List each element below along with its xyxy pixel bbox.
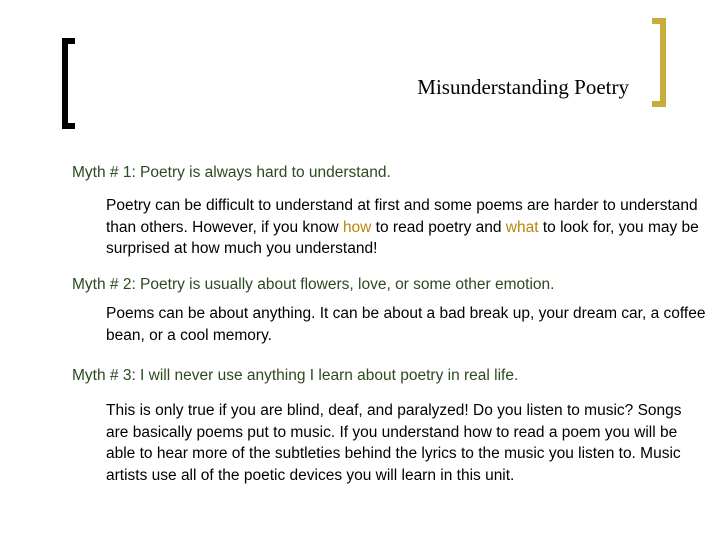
myth-1-body [106, 195, 706, 260]
myth-1-highlight-what: what [505, 218, 539, 236]
left-bracket-decoration [62, 38, 75, 129]
myth-1-highlight-how: how [342, 218, 372, 236]
right-bracket-decoration [652, 18, 666, 107]
myth-2-body: Poems can be about anything. It can be about a bad break up, your dream car, a coffee bean, or a cool memory. [106, 305, 706, 344]
myth-1-body-part-3: to look for, you may be surprised at how much you understand! [106, 218, 699, 257]
myth-3-body: This is only true if you are blind, deaf, and paralyzed! Do you listen to music? Songs are basically poems put to music. If you understand how to read a poem you will be able to hear more of the subtleties behind the lyrics to the music you listen to. Music artists use all of the poetic devices you will learn in this unit. [106, 402, 682, 484]
myth-1-body-part-2: to read poetry and [371, 218, 506, 236]
myth-1-body-part-1: Poetry can be difficult to understand at first and some poems are harder to understand than others. However, if you know [106, 197, 698, 236]
slide-title: Misunderstanding Poetry [417, 75, 629, 99]
myth-1-heading: Myth # 1: Poetry is always hard to understand. [72, 164, 391, 181]
myth-2-heading: Myth # 2: Poetry is usually about flowers, love, or some other emotion. [72, 276, 555, 293]
myth-3-heading: Myth # 3: I will never use anything I learn about poetry in real life. [72, 367, 519, 384]
